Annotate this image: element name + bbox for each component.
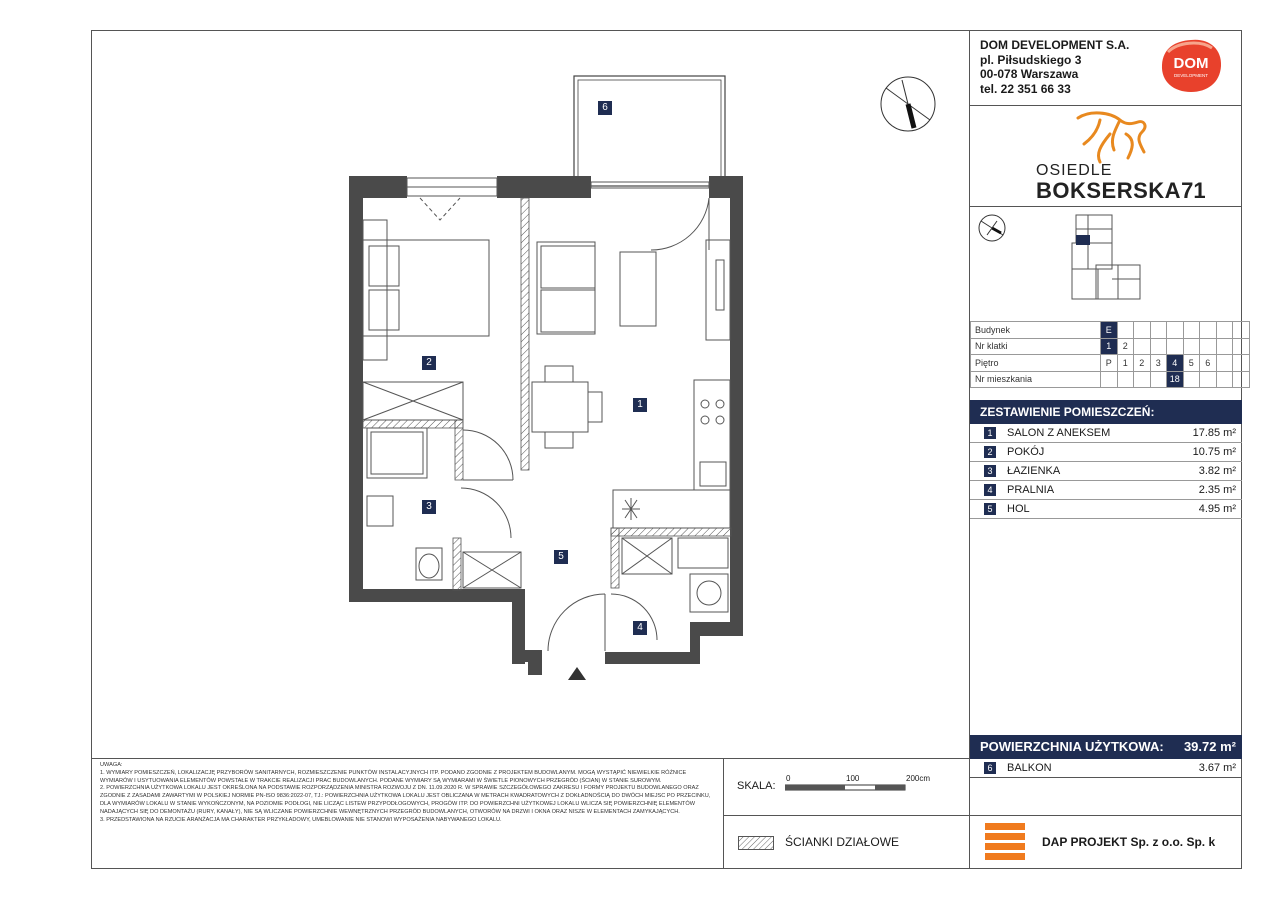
- notes-scale-divider: [723, 758, 724, 869]
- pietro-5: 5: [1183, 355, 1200, 372]
- room-name: ŁAZIENKA: [1007, 465, 1061, 477]
- note-item: 1. WYMIARY POMIESZCZEŃ, LOKALIZACJĘ PRZYBORÓW SANITARNYCH, ROZMIESZCZENIE PUNKTÓW INSTALACYJNYCH ITP. PODANO ZGODNIE Z PROJEKTEM BUDOWLANYM. MOGĄ WYSTĄPIĆ NIEWIELKIE RÓŻNICE WYMIARÓW I USYTUOWANIA ELEMENTÓW POWSTAŁE W TRAKCIE REALIZACJI PRAC BUDOWLANYCH. PODANE WYMIARY SĄ WYMIARAMI W ŚWIETLE PIONOWYCH PRZEGRÓD (ŚCIAN) W STANIE SUROWYM.: [100, 769, 687, 784]
- scale-legend-divider: [723, 815, 969, 816]
- pietro-4-selected: 4: [1167, 355, 1184, 372]
- pietro-2: 2: [1134, 355, 1151, 372]
- balcony-name: BALKON: [1007, 762, 1052, 774]
- north-compass-icon: [878, 74, 938, 134]
- pietro-label: Piętro: [971, 355, 1101, 372]
- project-divider: [969, 206, 1242, 207]
- logo-text: DOM: [1173, 55, 1209, 72]
- pietro-6: 6: [1200, 355, 1217, 372]
- info-row-mieszkanie: [971, 371, 1250, 388]
- room-row: [970, 462, 1242, 481]
- room-name: SALON Z ANEKSEM: [1007, 427, 1111, 439]
- scale-tick-0: 0: [786, 774, 791, 783]
- room-row: [970, 500, 1242, 519]
- project-name-line2: BOKSERSKA: [1036, 178, 1182, 203]
- plan-tag-pralnia: 4: [633, 621, 647, 635]
- compass-small-icon: [977, 213, 1007, 243]
- furniture: [363, 220, 730, 612]
- note-item: 3. PRZEDSTAWIONA NA RZUCIE ARANŻACJA MA CHARAKTER PRZYKŁADOWY, UMEBLOWANIE NIE STANOWI WYPOSAŻENIA NABYWANEGO LOKALU.: [100, 816, 502, 823]
- architect-name: DAP PROJEKT Sp. z o.o. Sp. k: [1042, 835, 1216, 849]
- partition-wall-legend-icon: [738, 836, 774, 850]
- partition-wall-legend-label: ŚCIANKI DZIAŁOWE: [785, 835, 900, 849]
- dom-development-logo: [1160, 38, 1222, 93]
- plan-tag-lazienka: 3: [422, 500, 436, 514]
- notes-title: UWAGA:: [100, 762, 123, 768]
- rooms-header: ZESTAWIENIE POMIESZCZEŃ:: [970, 400, 1242, 424]
- partition-walls: [363, 198, 731, 590]
- company-phone: tel. 22 351 66 33: [980, 81, 1071, 96]
- plan-tag-hol: 5: [554, 550, 568, 564]
- building-key-plan: [1068, 213, 1148, 305]
- company-divider: [969, 105, 1242, 106]
- mieszkanie-label: Nr mieszkania: [971, 371, 1101, 388]
- info-row-pietro: [971, 355, 1250, 372]
- apartment-info-table: [970, 321, 1250, 388]
- project-name-line2-wrap: [1036, 178, 1206, 204]
- company-name: DOM DEVELOPMENT S.A.: [980, 38, 1130, 52]
- room-area: 3.82 m²: [1198, 465, 1236, 477]
- room-row: [970, 481, 1242, 500]
- info-row-budynek: [971, 322, 1250, 339]
- plan-tag-balkon: 6: [598, 101, 612, 115]
- usable-area-label: POWIERZCHNIA UŻYTKOWA:: [980, 739, 1164, 754]
- budynek-value: E: [1101, 322, 1118, 339]
- scale-tick-100: 100: [846, 774, 860, 783]
- klatka-label: Nr klatki: [971, 338, 1101, 355]
- room-area: 2.35 m²: [1198, 484, 1236, 496]
- balcony-area: 3.67 m²: [1198, 762, 1236, 774]
- company-address-street: pl. Piłsudskiego 3: [980, 52, 1082, 67]
- architect-divider: [969, 815, 1242, 816]
- room-row: [970, 424, 1242, 443]
- pietro-1: 1: [1117, 355, 1134, 372]
- plan-tag-salon: 1: [633, 398, 647, 412]
- room-area: 10.75 m²: [1192, 446, 1236, 458]
- scale-tick-200: 200cm: [906, 774, 931, 783]
- budynek-label: Budynek: [971, 322, 1101, 339]
- pietro-p: P: [1101, 355, 1118, 372]
- notes-divider: [91, 758, 969, 759]
- scale-bar: [785, 784, 909, 792]
- room-number: 2: [984, 446, 996, 458]
- company-address-city: 00-078 Warszawa: [980, 67, 1079, 81]
- room-number: 4: [984, 484, 996, 496]
- windows-doors: [407, 178, 709, 651]
- scale-label: SKALA:: [737, 780, 776, 792]
- room-number: 1: [984, 427, 996, 439]
- room-name: POKÓJ: [1007, 446, 1045, 458]
- room-row: [970, 443, 1242, 462]
- project-number: 71: [1181, 178, 1206, 203]
- dap-logo-icon: [985, 823, 1025, 861]
- company-info: [980, 38, 1129, 96]
- balcony: [574, 76, 725, 186]
- logo-subtext: DEVELOPMENT: [1173, 73, 1209, 78]
- balcony-divider: [969, 777, 1242, 778]
- room-name: PRALNIA: [1007, 484, 1055, 496]
- usable-area-bar: [970, 735, 1242, 759]
- room-number: 5: [984, 503, 996, 515]
- horse-icon: [1070, 110, 1155, 165]
- mieszkanie-value: 18: [1167, 371, 1184, 388]
- note-item: 2. POWIERZCHNIA UŻYTKOWA LOKALU JEST OKREŚLONA NA PODSTAWIE ROZPORZĄDZENIA MINISTRA ROZWOJU Z DN. 11.09.2020 R. W SPRAWIE SZCZEGÓŁOWEGO ZAKRESU I FORMY PROJEKTU BUDOWLANEGO ORAZ ZGODNIE Z ZASADAMI ZAWARTYMI W POLSKIEJ NORMIE PN-ISO 9836:2022-07, TJ.: POWIERZCHNIA UŻYTKOWA LOKALU JEST OBLICZANA W METRACH KWADRATOWYCH Z DOKŁADNOŚCIĄ DO DWÓCH MIEJSC PO PRZECINKU, DLA WYMIARÓW LOKALU W STANIE WYKOŃCZONYM, NA POZIOMIE PODŁOGI, NIE LICZĄC LISTEW PRZYPODŁOGOWYCH, PROGÓW ITP. DO POWIERZCHNI UŻYTKOWEJ LOKALU WLICZA SIĘ POWIERZCHNIĘ ELEMENTÓW NADAJĄCYCH SIĘ DO DEMONTAŻU (RURY, KANAŁY), NIE SĄ WLICZANE POWIERZCHNIE WEWNĘTRZNYCH PRZEGRÓD BUDOWLANYCH, OTWORÓW NA DRZWI I OKNA ORAZ NISZE W ELEMENTACH ZAMYKAJĄCYCH.: [100, 785, 711, 815]
- project-name-line1: OSIEDLE: [1036, 162, 1113, 179]
- room-area: 4.95 m²: [1198, 503, 1236, 515]
- room-area: 17.85 m²: [1192, 427, 1236, 439]
- klatka-value-2: 2: [1117, 338, 1134, 355]
- notes-block: [100, 762, 720, 824]
- usable-area-value: 39.72 m²: [1183, 739, 1236, 754]
- klatka-value-1: 1: [1101, 338, 1118, 355]
- room-number: 3: [984, 465, 996, 477]
- entrance-arrow-icon: [568, 667, 586, 680]
- room-name: HOL: [1007, 503, 1030, 515]
- info-row-klatka: [971, 338, 1250, 355]
- floor-plan: [330, 70, 760, 690]
- pietro-3: 3: [1150, 355, 1167, 372]
- plan-tag-pokoj: 2: [422, 356, 436, 370]
- balcony-number: 6: [984, 762, 996, 774]
- balcony-row: [970, 759, 1242, 777]
